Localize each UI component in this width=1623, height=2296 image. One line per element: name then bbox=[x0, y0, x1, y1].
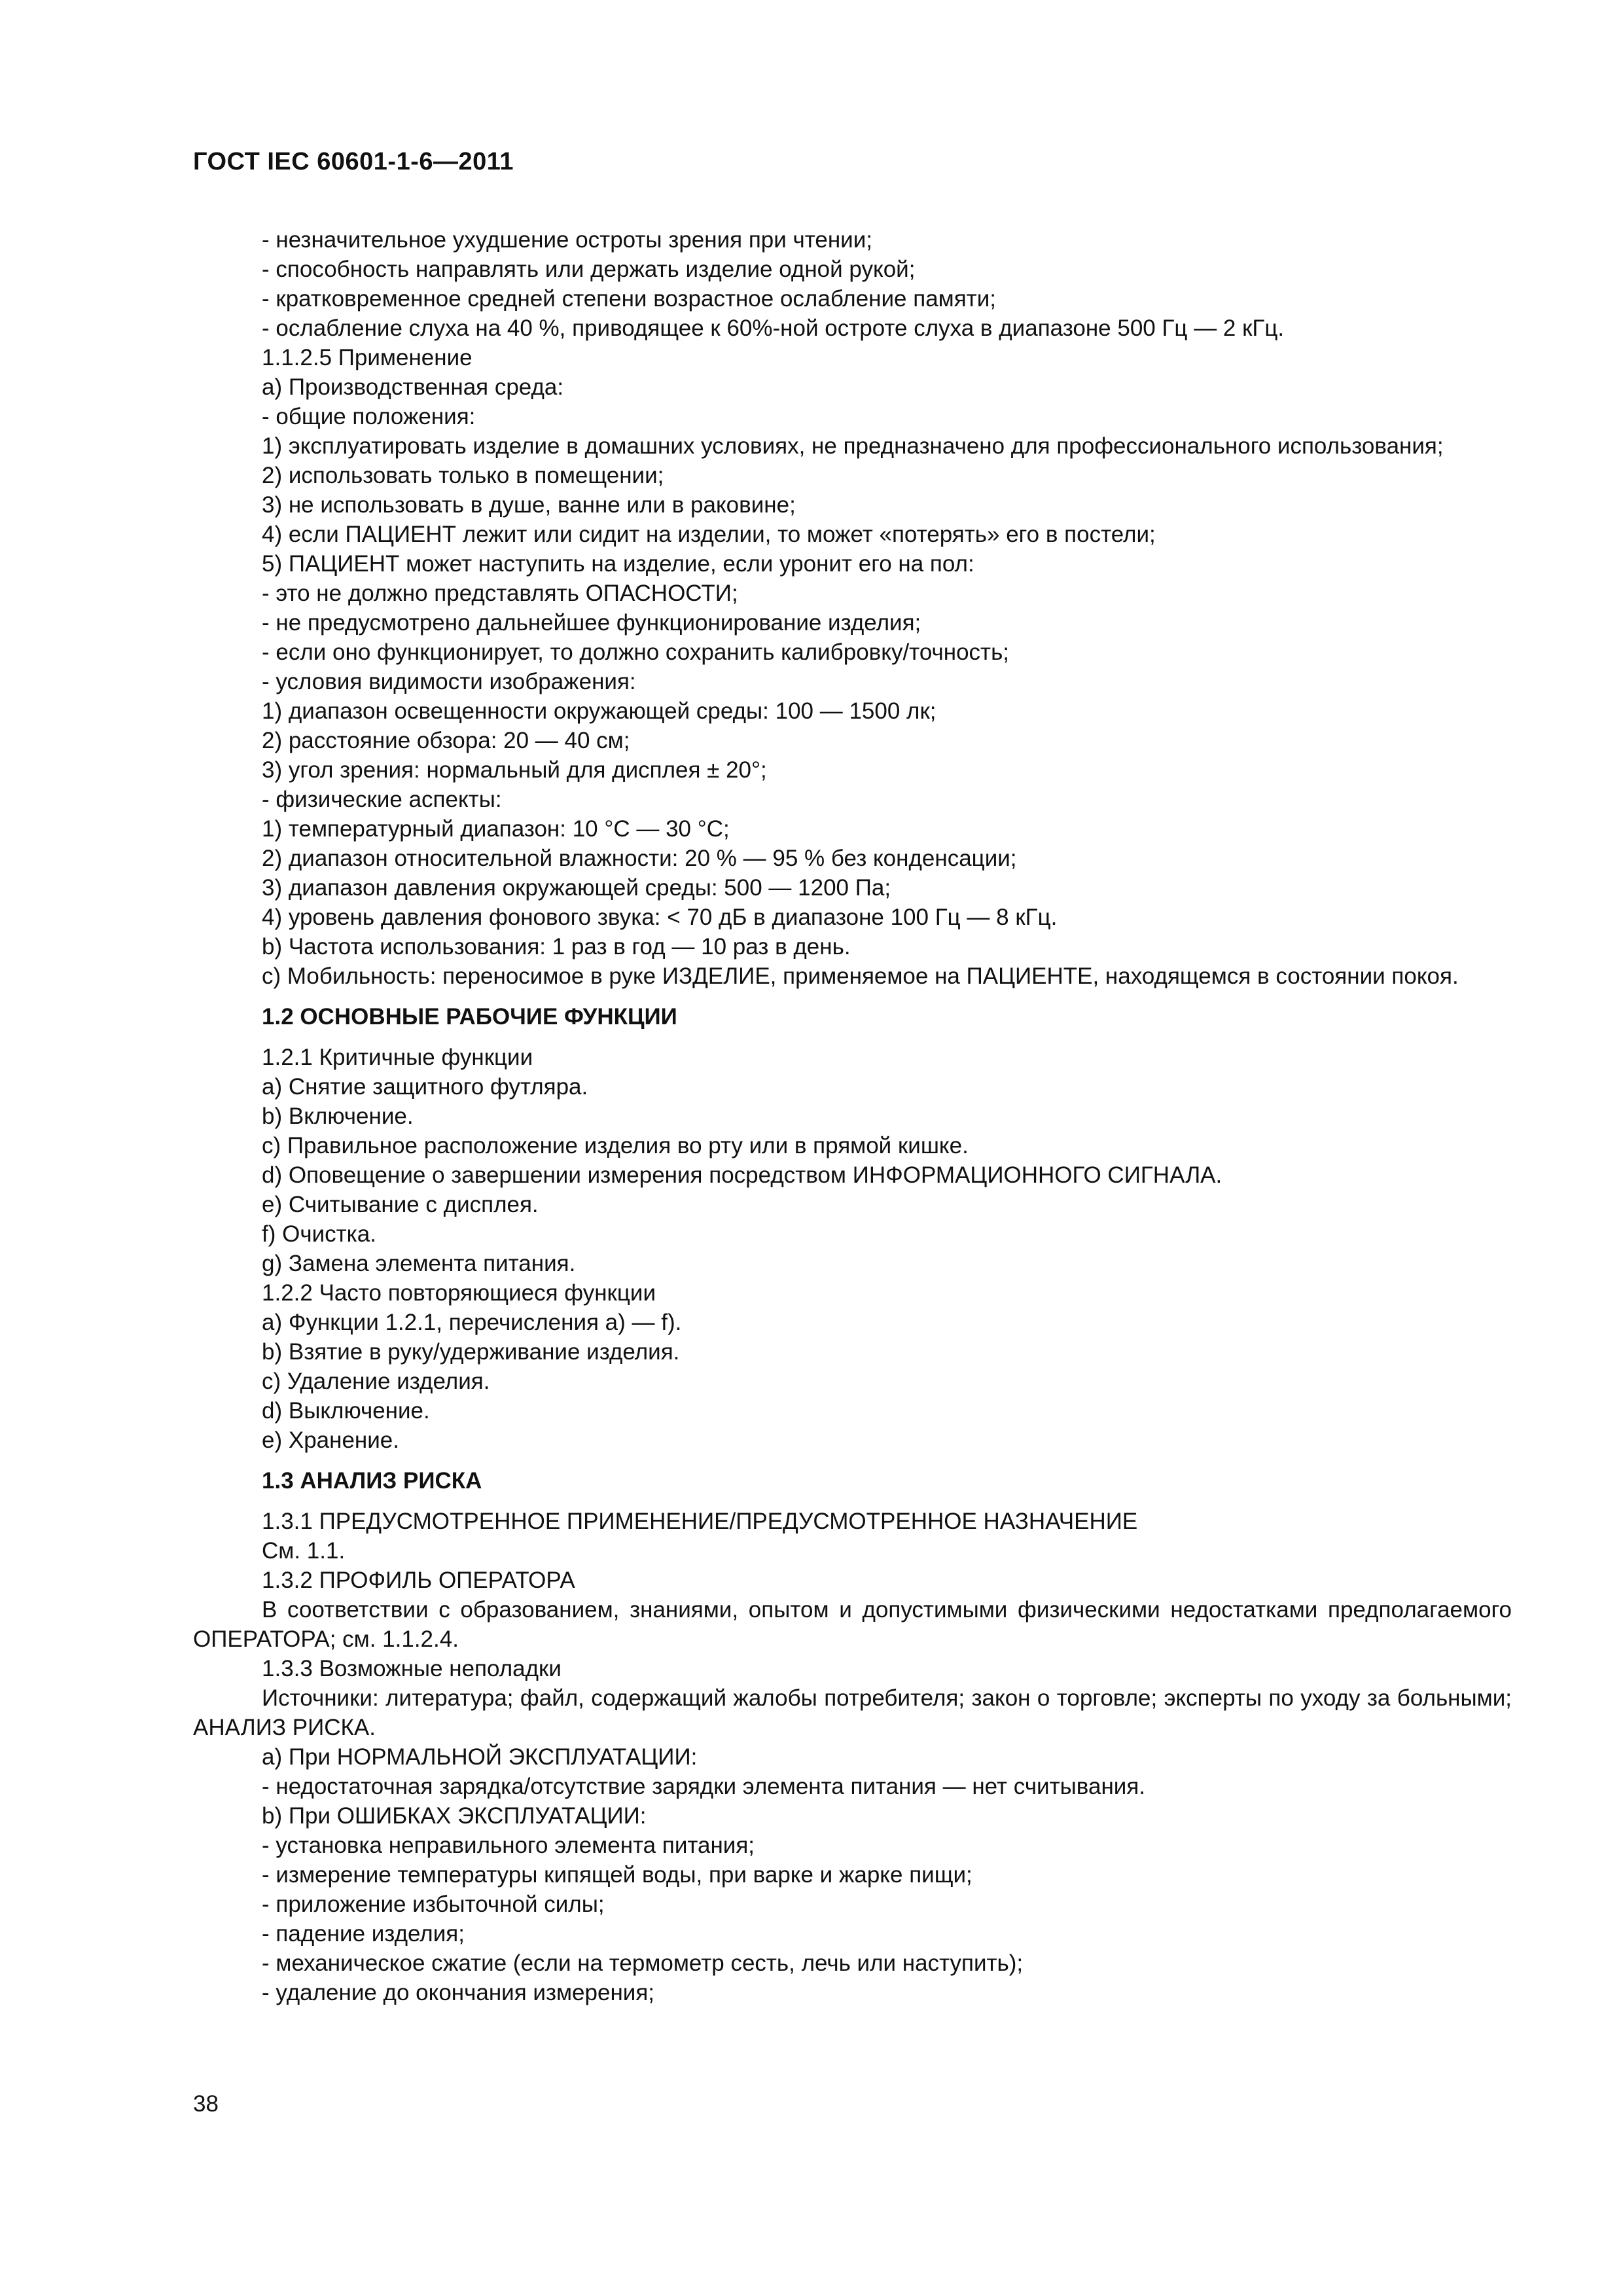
text-line: е) Считывание с дисплея. bbox=[262, 1192, 539, 1217]
text-line: а) Функции 1.2.1, перечисления а) — f). bbox=[262, 1310, 682, 1335]
text-line: - не предусмотрено дальнейшее функционирование изделия; bbox=[262, 610, 921, 636]
text-line: - ослабление слуха на 40 %, приводящее к 60%-ной остроте слуха в диапазоне 500 Гц — 2 кГц. bbox=[262, 315, 1285, 341]
section-heading: 1.3 АНАЛИЗ РИСКА bbox=[262, 1468, 482, 1494]
text-line: а) При НОРМАЛЬНОЙ ЭКСПЛУАТАЦИИ: bbox=[262, 1744, 698, 1770]
document-header: ГОСТ IEC 60601-1-6—2011 bbox=[193, 148, 514, 175]
text-line: 3) угол зрения: нормальный для дисплея ± 20°; bbox=[262, 757, 767, 783]
text-line: 1.3.3 Возможные неполадки bbox=[262, 1656, 562, 1681]
text-line: 1) эксплуатировать изделие в домашних условиях, не предназначено для профессионального использования; bbox=[262, 433, 1444, 459]
text-line: 4) если ПАЦИЕНТ лежит или сидит на изделии, то может «потерять» его в постели; bbox=[262, 522, 1156, 547]
text-line: - если оно функционирует, то должно сохранить калибровку/точность; bbox=[262, 639, 1010, 665]
text-line: 1.1.2.5 Применение bbox=[262, 345, 473, 370]
text-line: 2) использовать только в помещении; bbox=[262, 463, 664, 488]
text-line: - кратковременное средней степени возрастное ослабление памяти; bbox=[262, 286, 996, 312]
text-line: - механическое сжатие (если на термометр сесть, лечь или наступить); bbox=[262, 1950, 1024, 1976]
text-line: f) Очистка. bbox=[262, 1221, 376, 1247]
text-line: - это не должно представлять ОПАСНОСТИ; bbox=[262, 581, 738, 606]
text-line: 1) диапазон освещенности окружающей среды: 100 — 1500 лк; bbox=[262, 698, 936, 724]
text-line: d) Выключение. bbox=[262, 1398, 430, 1424]
page-number: 38 bbox=[193, 2091, 219, 2117]
text-line: - недостаточная зарядка/отсутствие зарядки элемента питания — нет считывания. bbox=[262, 1774, 1146, 1799]
text-line: - способность направлять или держать изделие одной рукой; bbox=[262, 257, 916, 282]
text-line: е) Хранение. bbox=[262, 1427, 399, 1453]
text-line: с) Удаление изделия. bbox=[262, 1369, 490, 1394]
text-line: - приложение избыточной силы; bbox=[262, 1892, 605, 1917]
text-line: b) При ОШИБКАХ ЭКСПЛУАТАЦИИ: bbox=[262, 1803, 647, 1829]
text-line: - физические аспекты: bbox=[262, 787, 502, 812]
text-line: 2) расстояние обзора: 20 — 40 см; bbox=[262, 728, 630, 753]
text-line: с) Правильное расположение изделия во рту или в прямой кишке. bbox=[262, 1133, 969, 1158]
text-line: 4) уровень давления фонового звука: < 70 дБ в диапазоне 100 Гц — 8 кГц. bbox=[262, 905, 1058, 930]
text-line: 1.2.2 Часто повторяющиеся функции bbox=[262, 1280, 656, 1306]
text-line: - незначительное ухудшение остроты зрения при чтении; bbox=[262, 227, 873, 253]
text-line: 3) не использовать в душе, ванне или в раковине; bbox=[262, 492, 796, 518]
text-line: а) Снятие защитного футляра. bbox=[262, 1074, 588, 1100]
text-line: 5) ПАЦИЕНТ может наступить на изделие, если уронит его на пол: bbox=[262, 551, 974, 577]
text-line: 2) диапазон относительной влажности: 20 % — 95 % без конденсации; bbox=[262, 846, 1017, 871]
text-line: - удаление до окончания измерения; bbox=[262, 1980, 655, 2005]
text-line: b) Включение. bbox=[262, 1103, 414, 1129]
text-line: с) Мобильность: переносимое в руке ИЗДЕЛИЕ, применяемое на ПАЦИЕНТЕ, находящемся в состоянии покоя. bbox=[262, 963, 1459, 989]
section-heading: 1.2 ОСНОВНЫЕ РАБОЧИЕ ФУНКЦИИ bbox=[262, 1004, 677, 1030]
text-line: - условия видимости изображения: bbox=[262, 669, 636, 694]
text-line: а) Производственная среда: bbox=[262, 374, 564, 400]
text-line: 1) температурный диапазон: 10 °С — 30 °С; bbox=[262, 816, 730, 842]
text-line: 3) диапазон давления окружающей среды: 500 — 1200 Па; bbox=[262, 875, 891, 901]
text-line: - падение изделия; bbox=[262, 1921, 465, 1946]
text-line: b) Взятие в руку/удерживание изделия. bbox=[262, 1339, 680, 1365]
text-line: - установка неправильного элемента питания; bbox=[262, 1833, 755, 1858]
text-line: 1.3.2 ПРОФИЛЬ ОПЕРАТОРА bbox=[262, 1568, 575, 1593]
text-line: g) Замена элемента питания. bbox=[262, 1251, 576, 1276]
text-paragraph: В соответствии с образованием, знаниями, опытом и допустимыми физическими недостатками предполагаемого ОПЕРАТОРА; см. 1.1.2.4. bbox=[193, 1597, 1512, 1652]
text-line: 1.2.1 Критичные функции bbox=[262, 1045, 533, 1070]
document-body bbox=[193, 225, 1512, 2007]
text-line: - измерение температуры кипящей воды, при варке и жарке пищи; bbox=[262, 1862, 972, 1888]
text-line: См. 1.1. bbox=[262, 1538, 346, 1564]
text-line: b) Частота использования: 1 раз в год — 10 раз в день. bbox=[262, 934, 851, 960]
text-line: d) Оповещение о завершении измерения посредством ИНФОРМАЦИОННОГО СИГНАЛА. bbox=[262, 1162, 1222, 1188]
text-line: - общие положения: bbox=[262, 404, 476, 429]
text-paragraph: Источники: литература; файл, содержащий жалобы потребителя; закон о торговле; эксперты по уходу за больными; АНАЛИЗ РИСКА. bbox=[193, 1685, 1512, 1740]
text-line: 1.3.1 ПРЕДУСМОТРЕННОЕ ПРИМЕНЕНИЕ/ПРЕДУСМОТРЕННОЕ НАЗНАЧЕНИЕ bbox=[262, 1509, 1138, 1534]
